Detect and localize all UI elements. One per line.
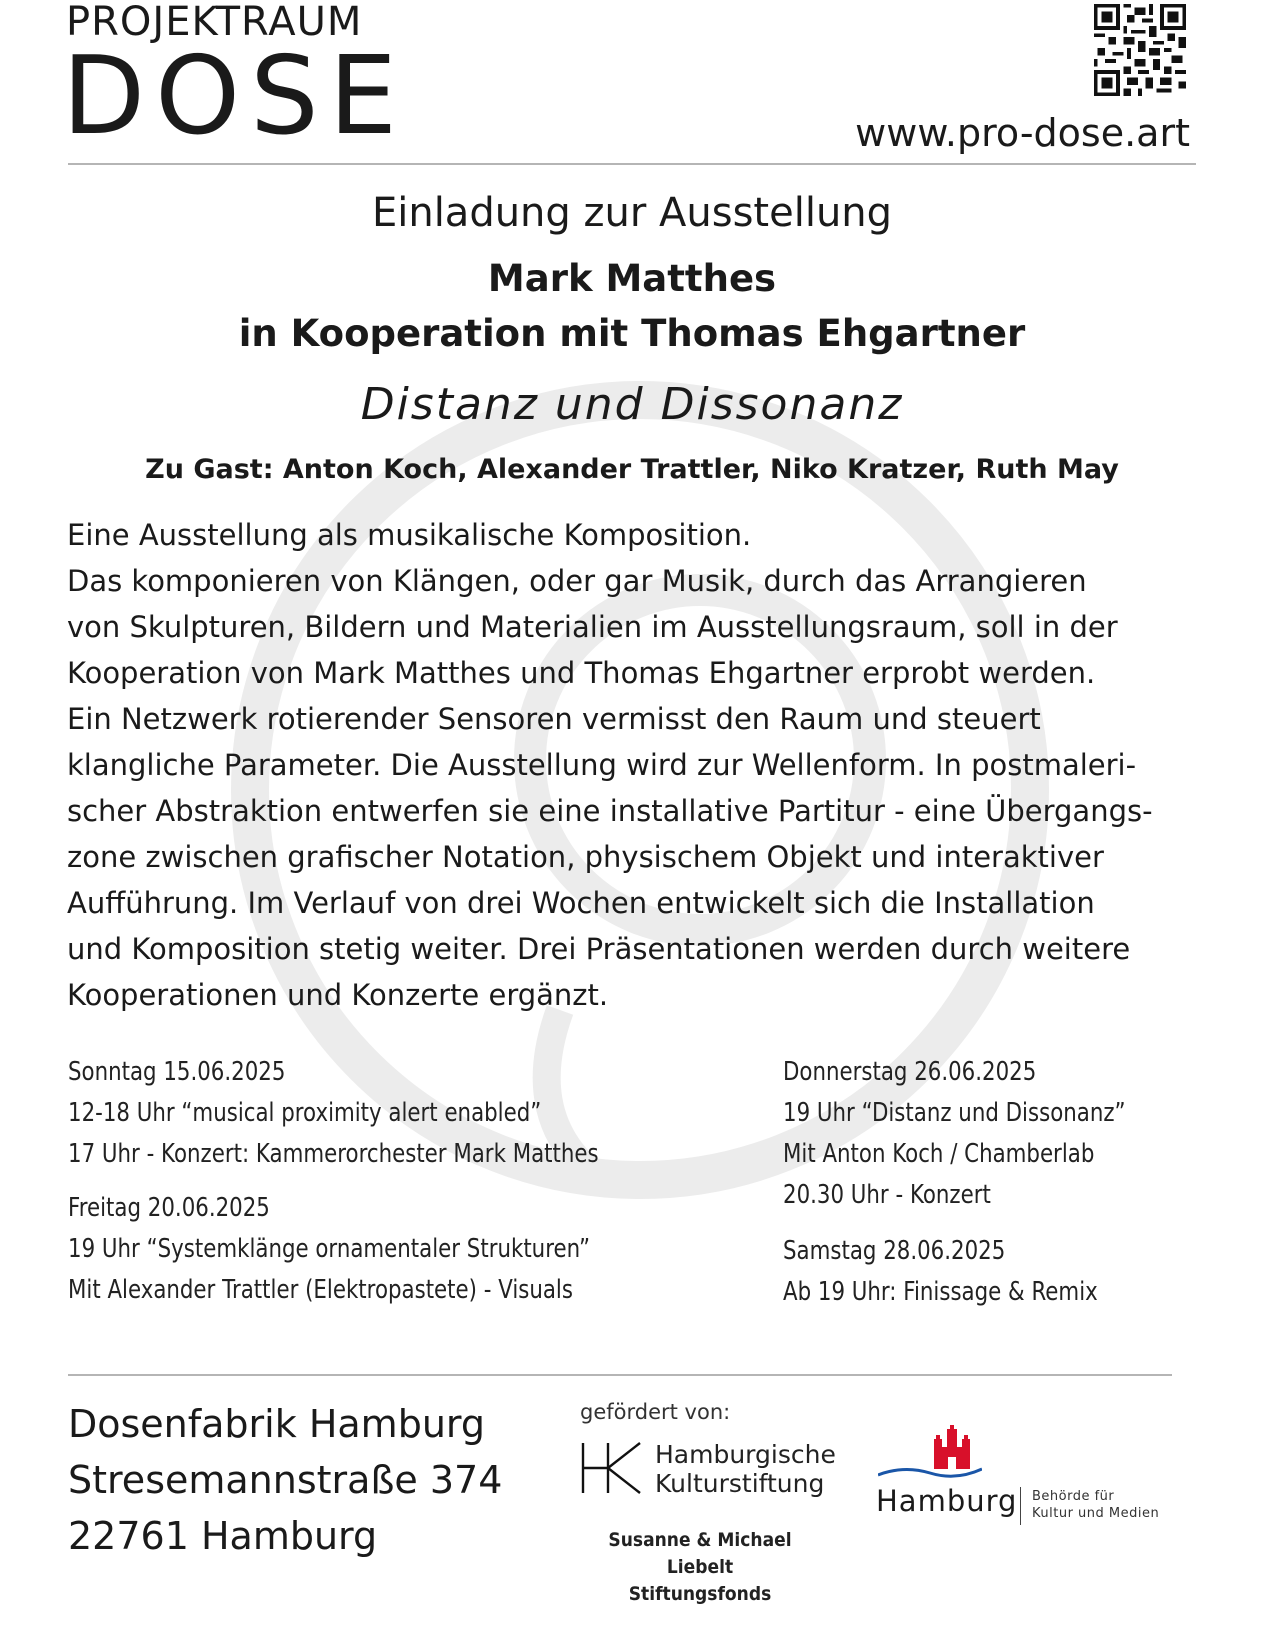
footer-divider [68, 1374, 1172, 1376]
description-line: scher Abstraktion entwerfen sie eine installative Partitur - eine Übergangs- [67, 794, 1153, 828]
event-line: Mit Alexander Trattler (Elektropastete) - Visuals [68, 1275, 573, 1305]
hamburg-department [1032, 1488, 1159, 1522]
description-line: Das komponieren von Klängen, oder gar Musik, durch das Arrangieren [67, 564, 1087, 598]
hamburg-logo-word: Hamburg [876, 1484, 1018, 1518]
event-line: 19 Uhr “Systemklänge ornamentaler Strukturen” [68, 1234, 591, 1264]
qr-code-icon[interactable] [1094, 4, 1186, 96]
description-line: klangliche Parameter. Die Ausstellung wird zur Wellenform. In postmaleri- [67, 748, 1137, 782]
hk-sponsor-name [655, 1440, 836, 1498]
event-friday [68, 1188, 590, 1311]
artist-name: Mark Matthes [487, 257, 777, 300]
dept-line: Behörde für [1032, 1489, 1115, 1504]
brand-logo-dose: DOSE [62, 34, 407, 159]
hk-logo-icon [580, 1440, 644, 1496]
guests-line: Zu Gast: Anton Koch, Alexander Trattler, Niko Kratzer, Ruth May [145, 454, 1119, 485]
event-line: 20.30 Uhr - Konzert [783, 1180, 991, 1210]
event-sunday [68, 1052, 599, 1175]
event-date: Sonntag 15.06.2025 [68, 1057, 286, 1087]
dept-line: Kultur und Medien [1032, 1506, 1160, 1521]
hk-name-line: Kulturstiftung [655, 1469, 825, 1498]
address-line: Dosenfabrik Hamburg [68, 1402, 485, 1446]
hamburg-logo-separator [1020, 1487, 1021, 1525]
cooperation-line: in Kooperation mit Thomas Ehgartner [238, 312, 1026, 355]
event-line: 19 Uhr “Distanz und Dissonanz” [783, 1098, 1126, 1128]
address-line: Stresemannstraße 374 [68, 1458, 503, 1502]
event-line: 12-18 Uhr “musical proximity alert enabled” [68, 1098, 542, 1128]
venue-address [68, 1396, 502, 1564]
description-line: Kooperationen und Konzerte ergänzt. [67, 978, 609, 1012]
event-line: Ab 19 Uhr: Finissage & Remix [783, 1277, 1098, 1307]
description-text [67, 512, 1197, 1018]
exhibition-title: Distanz und Dissonanz [360, 379, 904, 430]
description-line: zone zwischen grafischer Notation, physischem Objekt und interaktiver [67, 840, 1104, 874]
description-line: Eine Ausstellung als musikalische Komposition. [67, 518, 752, 552]
description-line: Kooperation von Mark Matthes und Thomas Ehgartner erprobt werden. [67, 656, 1096, 690]
liebelt-name: Susanne & Michael Liebelt [608, 1529, 792, 1578]
brand-top-label: PROJEKTRAUM [66, 0, 363, 45]
description-line: Aufführung. Im Verlauf von drei Wochen entwickelt sich die Installation [67, 886, 1095, 920]
hk-name-line: Hamburgische [655, 1440, 836, 1469]
liebelt-fund: Stiftungsfonds [628, 1583, 772, 1605]
address-line: 22761 Hamburg [68, 1514, 378, 1558]
event-date: Samstag 28.06.2025 [783, 1236, 1006, 1266]
website-link[interactable]: www.pro-dose.art [855, 111, 1190, 155]
funded-by-label: gefördert von: [580, 1400, 731, 1424]
event-date: Freitag 20.06.2025 [68, 1193, 270, 1223]
invitation-title: Einladung zur Ausstellung [371, 190, 893, 236]
event-line: Mit Anton Koch / Chamberlab [783, 1139, 1095, 1169]
description-line: Ein Netzwerk rotierender Sensoren vermisst den Raum und steuert [67, 702, 1041, 736]
description-line: und Komposition stetig weiter. Drei Präsentationen werden durch weitere [67, 932, 1131, 966]
event-thursday [783, 1052, 1126, 1216]
event-line: 17 Uhr - Konzert: Kammerorchester Mark Matthes [68, 1139, 599, 1169]
liebelt-sponsor [574, 1527, 826, 1608]
event-saturday [783, 1231, 1098, 1313]
hamburg-wave-icon [878, 1463, 982, 1481]
description-line: von Skulpturen, Bildern und Materialien im Ausstellungsraum, soll in der [67, 610, 1118, 644]
event-date: Donnerstag 26.06.2025 [783, 1057, 1037, 1087]
header-divider [68, 163, 1196, 165]
